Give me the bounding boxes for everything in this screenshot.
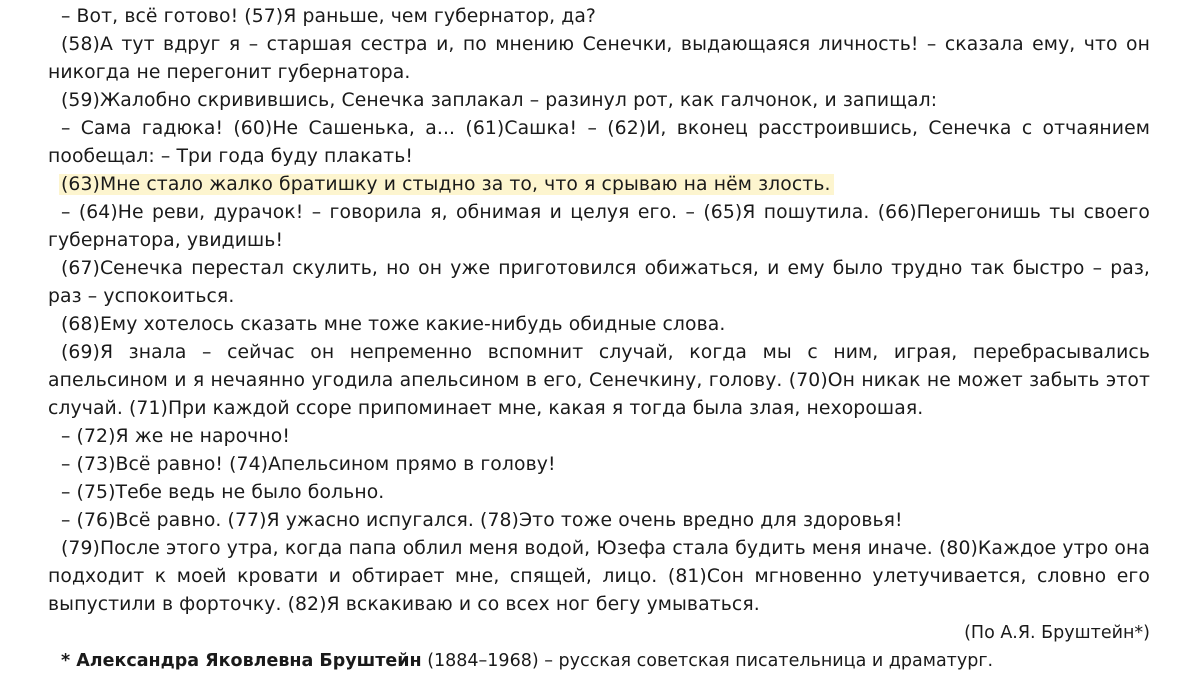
source-attribution: (По А.Я. Бруштейн*): [964, 623, 1150, 643]
paragraph-75: – (75)Тебе ведь не было больно.: [61, 482, 385, 503]
paragraph-56-57: – Вот, всё готово! (57)Я раньше, чем губернатор, да?: [61, 6, 596, 27]
paragraph-72: – (72)Я же не нарочно!: [61, 426, 290, 447]
paragraph-69-71: (69)Я знала – сейчас он непременно вспомнит случай, когда мы с ним, играя, перебрасывались апельсином и я нечаянно угодила апельсином в его, Сенечкину, голову. (70)Он никак не может забыть этот случай. (71)При каждой ссоре припоминает мне, какая я тогда была злая, нехорошая.: [48, 342, 1150, 419]
footnote-author-name: * Александра Яковлевна Бруштейн: [61, 651, 422, 671]
paragraph-76-78: – (76)Всё равно. (77)Я ужасно испугался. (78)Это тоже очень вредно для здоровья!: [61, 510, 903, 531]
paragraph-63: [48, 171, 1150, 199]
paragraph-68: (68)Ему хотелось сказать мне тоже какие-нибудь обидные слова.: [61, 314, 726, 335]
document-page: [48, 3, 1150, 675]
paragraph-64-66: – (64)Не реви, дурачок! – говорила я, обнимая и целуя его. – (65)Я пошутила. (66)Перегонишь ты своего губернатора, увидишь!: [48, 202, 1150, 251]
paragraph-58: (58)А тут вдруг я – старшая сестра и, по мнению Сенечки, выдающаяся личность! – сказала ему, что он никогда не перегонит губернатора.: [48, 34, 1150, 83]
paragraph-73-74: – (73)Всё равно! (74)Апельсином прямо в голову!: [61, 454, 556, 475]
footnote-text: (1884–1968) – русская советская писательница и драматург.: [421, 651, 994, 671]
paragraph-67: (67)Сенечка перестал скулить, но он уже приготовился обижаться, и ему было трудно так быстро – раз, раз – успокоиться.: [48, 258, 1150, 307]
paragraph-59: (59)Жалобно скривившись, Сенечка заплакал – разинул рот, как галчонок, и запищал:: [61, 90, 938, 111]
highlighted-sentence-63: (63)Мне стало жалко братишку и стыдно за то, что я срываю на нём злость.: [59, 174, 834, 195]
paragraph-60-62: – Сама гадюка! (60)Не Сашенька, а... (61)Сашка! – (62)И, вконец расстроившись, Сенечка с отчаянием пообещал: – Три года буду плакать!: [48, 118, 1150, 167]
paragraph-79-82: (79)После этого утра, когда папа облил меня водой, Юзефа стала будить меня иначе. (80)Каждое утро она подходит к моей кровати и обтирает мне, спящей, лицо. (81)Сон мгновенно улетучивается, словно его выпустили в форточку. (82)Я вскакиваю и со всех ног бегу умываться.: [48, 538, 1150, 615]
author-footnote: [48, 647, 1150, 675]
